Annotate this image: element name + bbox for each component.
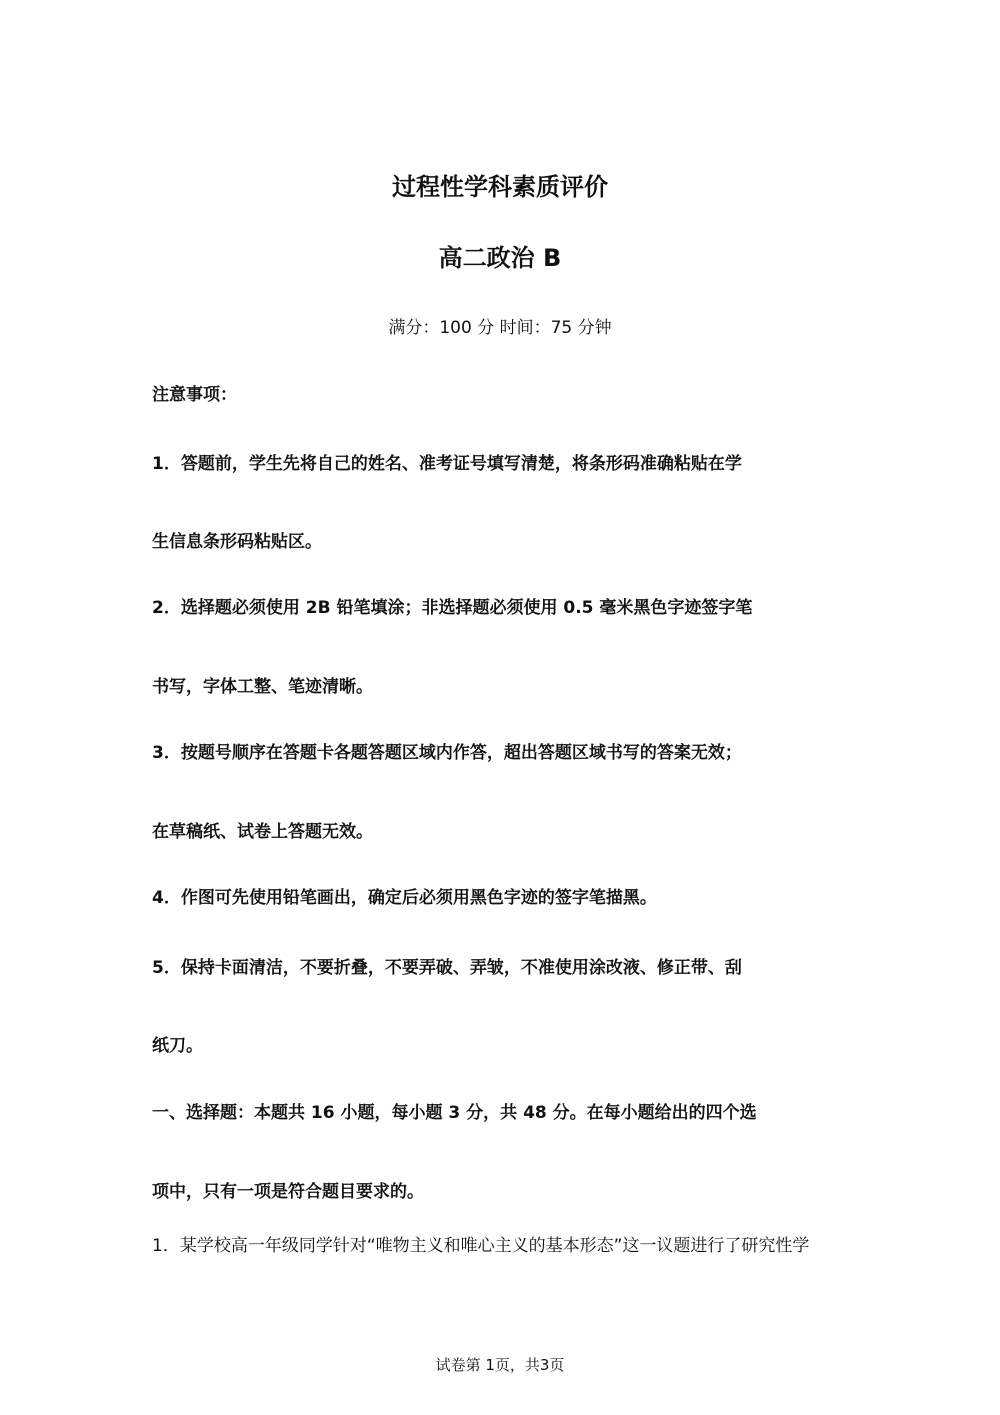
notice-item-1-line-1: 1．答题前，学生先将自己的姓名、准考证号填写清楚，将条形码准确粘贴在学 [152, 454, 742, 474]
notice-item-4-line-1: 4．作图可先使用铅笔画出，确定后必须用黑色字迹的签字笔描黑。 [152, 888, 657, 908]
notice-item-2-line-2: 书写，字体工整、笔迹清晰。 [152, 677, 373, 697]
notice-item-5-line-2: 纸刀。 [152, 1036, 203, 1056]
notice-heading: 注意事项： [152, 385, 237, 405]
notice-item-5-line-1: 5．保持卡面清洁，不要折叠，不要弄破、弄皱，不准使用涂改液、修正带、刮 [152, 958, 742, 978]
section-heading-line-1: 一、选择题：本题共 16 小题，每小题 3 分，共 48 分。在每小题给出的四个选 [152, 1103, 757, 1123]
score-time-line: 满分：100 分 时间：75 分钟 [388, 318, 612, 338]
notice-item-3-line-1: 3．按题号顺序在答题卡各题答题区域内作答，超出答题区域书写的答案无效； [152, 743, 742, 763]
notice-item-3-line-2: 在草稿纸、试卷上答题无效。 [152, 822, 373, 842]
exam-title: 过程性学科素质评价 [392, 173, 608, 201]
page-footer: 试卷第 1页，共3页 [435, 1356, 565, 1374]
question-1-text: 1．某学校高一年级同学针对“唯物主义和唯心主义的基本形态”这一议题进行了研究性学 [152, 1236, 810, 1256]
exam-subtitle: 高二政治 B [438, 244, 562, 272]
section-heading-line-2: 项中，只有一项是符合题目要求的。 [152, 1182, 424, 1202]
notice-item-1-line-2: 生信息条形码粘贴区。 [152, 532, 322, 552]
notice-item-2-line-1: 2．选择题必须使用 2B 铅笔填涂；非选择题必须使用 0.5 毫米黑色字迹签字笔 [152, 598, 753, 618]
